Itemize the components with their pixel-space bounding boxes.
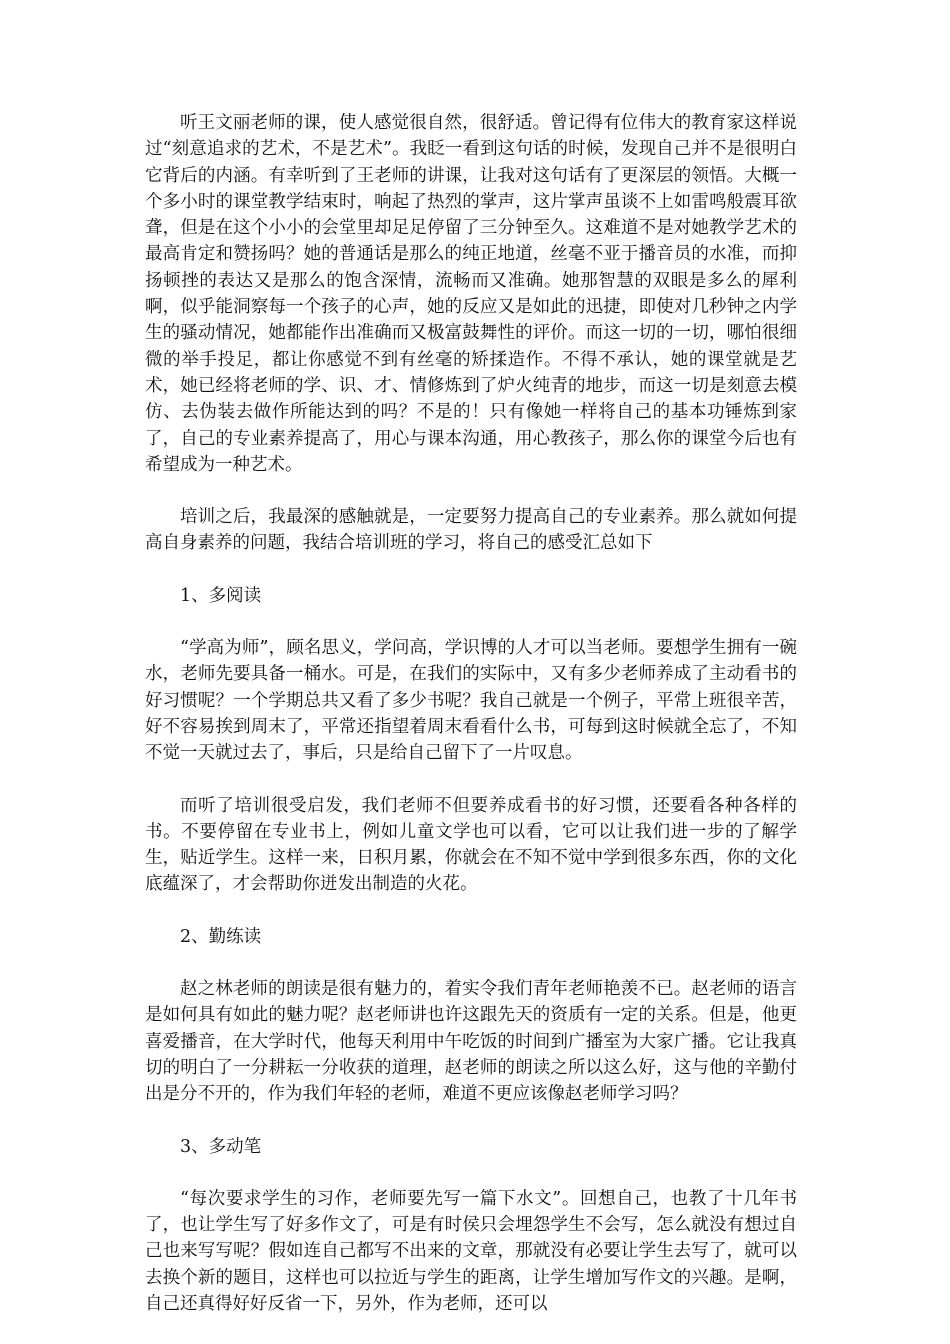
section-heading-writing: 3、多动笔	[180, 1136, 262, 1157]
paragraph-writing: “每次要求学生的习作，老师要先写一篇下水文”。回想自己，也教了十几年书了，也让学生写了好多作文了，可是有时侯只会埋怨学生不会写，怎么就没有想过自己也来写写呢？假如连自己都写不出来的文章，那就没有必要让学生去写了，就可以去换个新的题目，这样也可以拉近与学生的距离，让学生增加写作文的兴趣。是啊，自己还真得好好反省一下，另外，作为老师，还可以	[145, 1188, 797, 1314]
paragraph-practice-reading: 赵之林老师的朗读是很有魅力的，着实令我们青年老师艳羡不已。赵老师的语言是如何具有如此的魅力呢？赵老师讲也许这跟先天的资质有一定的关系。但是，他更喜爱播音，在大学时代，他每天利用中午吃饭的时间到广播室为大家广播。它让我真切的明白了一分耕耘一分收获的道理，赵老师的朗读之所以这么好，这与他的辛勤付出是分不开的，作为我们年轻的老师，难道不更应该像赵老师学习吗？	[145, 979, 797, 1105]
section-heading-reading: 1、多阅读	[180, 585, 262, 606]
section-heading-practice-reading: 2、勤练读	[180, 926, 262, 947]
document-page	[145, 110, 797, 1343]
paragraph-summary: 培训之后，我最深的感触就是，一定要努力提高自己的专业素养。那么就如何提高自身素养的问题，我结合培训班的学习，将自己的感受汇总如下	[145, 507, 797, 554]
paragraph-reading-2: 而听了培训很受启发，我们老师不但要养成看书的好习惯，还要看各种各样的书。不要停留在专业书上，例如儿童文学也可以看，它可以让我们进一步的了解学生，贴近学生。这样一来，日积月累，你就会在不知不觉中学到很多东西，你的文化底蕴深了，才会帮助你迸发出制造的火花。	[145, 795, 797, 895]
paragraph-intro: 听王文丽老师的课，使人感觉很自然，很舒适。曾记得有位伟大的教育家这样说过“刻意追求的艺术，不是艺术”。我眨一看到这句话的时候，发现自己并不是很明白它背后的内涵。有幸听到了王老师的讲课，让我对这句话有了更深层的领悟。大概一个多小时的课堂教学结束时，响起了热烈的掌声，这片掌声虽谈不上如雷鸣般震耳欲聋，但是在这个小小的会堂里却足足停留了三分钟至久。这难道不是对她教学艺术的最高肯定和赞扬吗？她的普通话是那么的纯正地道，丝毫不亚于播音员的水准，而抑扬顿挫的表达又是那么的饱含深情，流畅而又准确。她那智慧的双眼是多么的犀利啊，似乎能洞察每一个孩子的心声，她的反应又是如此的迅捷，即使对几秒钟之内学生的骚动情况，她都能作出准确而又极富鼓舞性的评价。而这一切的一切，哪怕很细微的举手投足，都让你感觉不到有丝毫的矫揉造作。不得不承认，她的课堂就是艺术，她已经将老师的学、识、才、情修炼到了炉火纯青的地步，而这一切是刻意去模仿、去伪装去做作所能达到的吗？不是的！只有像她一样将自己的基本功锤炼到家了，自己的专业素养提高了，用心与课本沟通，用心教孩子，那么你的课堂今后也有希望成为一种艺术。	[145, 113, 797, 475]
paragraph-reading-1: “学高为师”，顾名思义，学问高，学识博的人才可以当老师。要想学生拥有一碗水，老师先要具备一桶水。可是，在我们的实际中，又有多少老师养成了主动看书的好习惯呢？一个学期总共又看了多少书呢？我自己就是一个例子，平常上班很辛苦，好不容易挨到周末了，平常还指望着周末看看什么书，可每到这时候就全忘了，不知不觉一天就过去了，事后，只是给自己留下了一片叹息。	[145, 638, 797, 764]
